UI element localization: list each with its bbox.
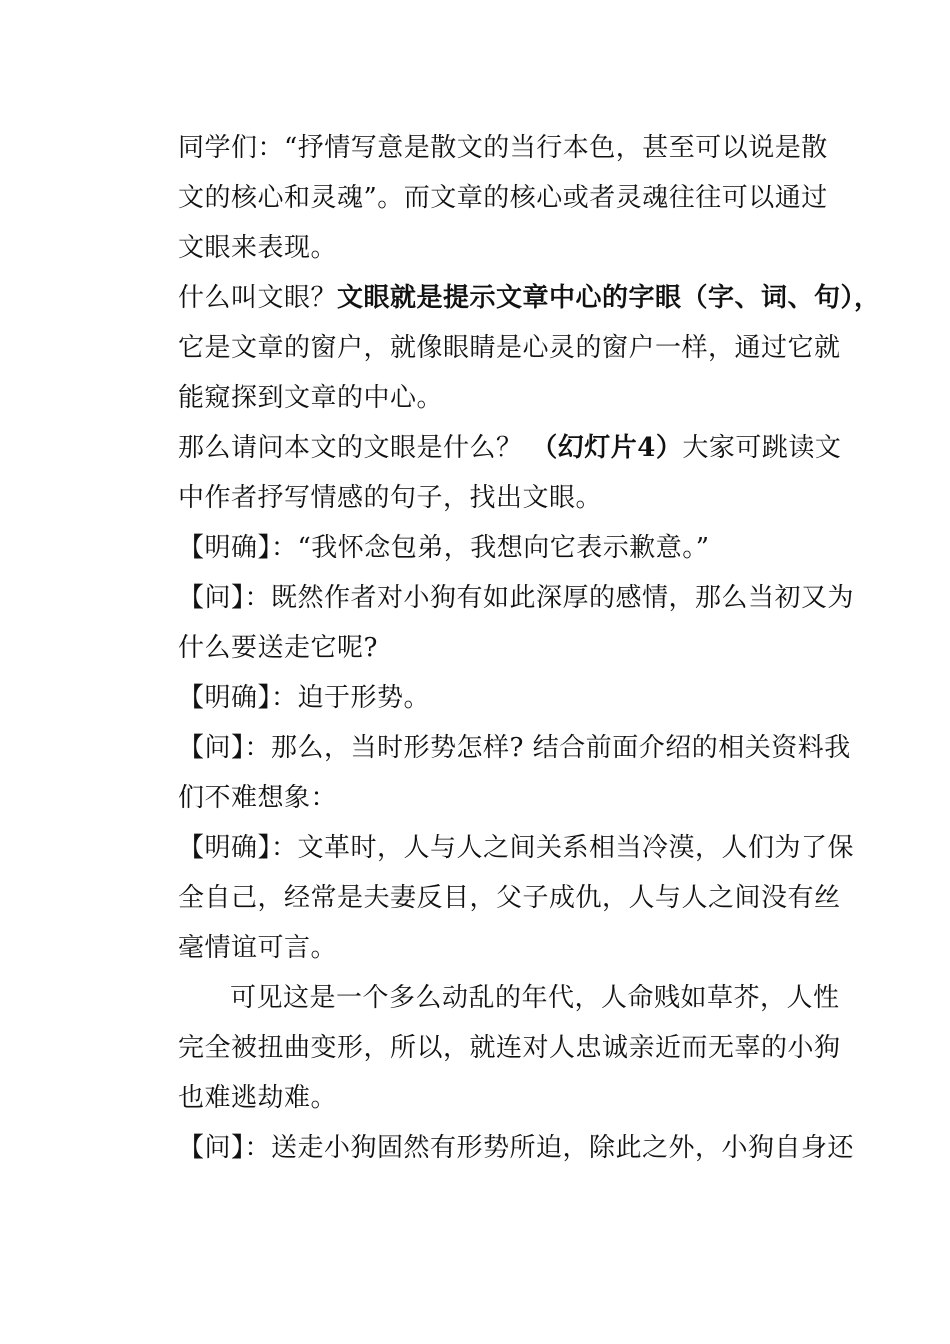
- paragraph-line: 文的核心和灵魂”。而文章的核心或者灵魂往往可以通过: [178, 183, 828, 213]
- paragraph-line: 【明确】：文革时，人与人之间关系相当冷漠，人们为了保: [178, 833, 855, 863]
- paragraph-line: 完全被扭曲变形，所以，就连对人忠诚亲近而无辜的小狗: [178, 1033, 841, 1063]
- paragraph-line: 中作者抒写情感的句子，找出文眼。: [178, 483, 603, 513]
- paragraph-line: 可见这是一个多么动乱的年代，人命贱如草芥，人性: [230, 983, 840, 1013]
- paragraph-line: 文眼来表现。: [178, 233, 338, 263]
- bold-definition: 文眼就是提示文章中心的字眼（字、词、句），: [337, 283, 881, 313]
- slide-reference: （幻灯片4）: [531, 433, 683, 463]
- paragraph-line: 【明确】：迫于形势。: [178, 683, 431, 713]
- paragraph-line: 什么要送走它呢?: [178, 633, 378, 663]
- paragraph-line: 那么请问本文的文眼是什么？ （幻灯片4）大家可跳读文: [178, 433, 842, 463]
- paragraph-line: 什么叫文眼？文眼就是提示文章中心的字眼（字、词、句），: [178, 283, 881, 313]
- paragraph-line: 能窥探到文章的中心。: [178, 383, 444, 413]
- paragraph-line: 毫情谊可言。: [178, 933, 338, 963]
- paragraph-line: 也难逃劫难。: [178, 1083, 338, 1113]
- paragraph-line: 全自己，经常是夫妻反目，父子成仇，人与人之间没有丝: [178, 883, 841, 913]
- paragraph-line: 它是文章的窗户，就像眼睛是心灵的窗户一样，通过它就: [178, 333, 841, 363]
- paragraph-line: 同学们：“抒情写意是散文的当行本色，甚至可以说是散: [178, 133, 828, 163]
- paragraph-line: 们不难想象：: [178, 783, 338, 813]
- paragraph-line: 【明确】：“我怀念包弟，我想向它表示歉意。”: [178, 533, 710, 563]
- paragraph-line: 【问】：那么，当时形势怎样? 结合前面介绍的相关资料我: [178, 733, 851, 763]
- paragraph-line: 【问】：送走小狗固然有形势所迫，除此之外，小狗自身还: [178, 1133, 855, 1163]
- paragraph-line: 【问】：既然作者对小狗有如此深厚的感情，那么当初又为: [178, 583, 855, 613]
